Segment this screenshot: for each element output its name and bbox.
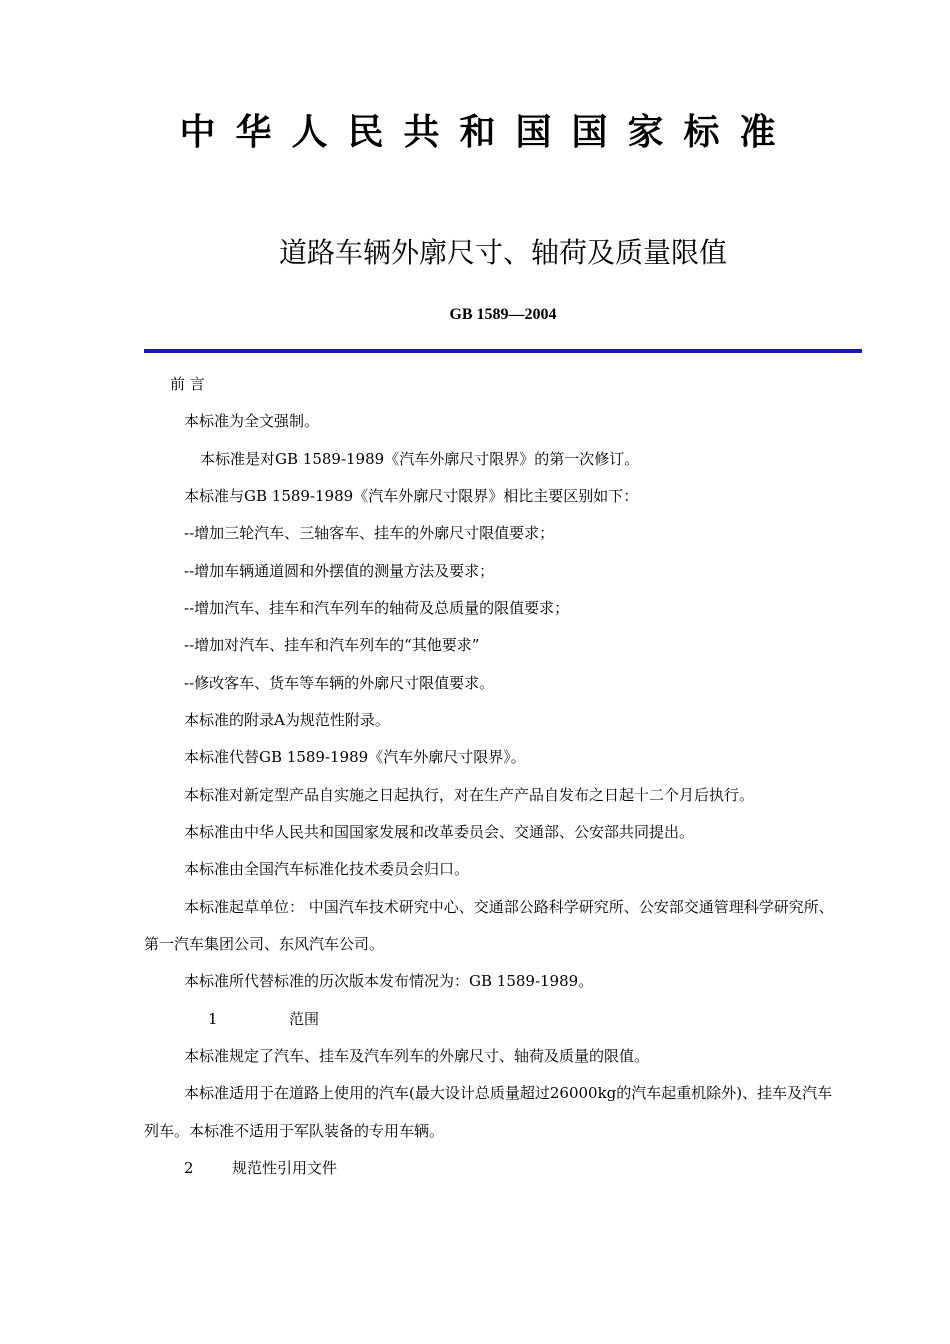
document-title: 道路车辆外廓尺寸、轴荷及质量限值 <box>278 236 727 269</box>
section-title: 规范性引用文件 <box>232 1159 338 1177</box>
body-paragraph: 本标准对新定型产品自实施之日起执行，对在生产产品自发布之日起十二个月后执行。 <box>184 786 755 804</box>
list-item: --增加对汽车、挂车和汽车列车的“其他要求” <box>184 636 480 654</box>
list-item: --修改客车、货车等车辆的外廓尺寸限值要求。 <box>184 674 495 692</box>
section-title: 范围 <box>289 1010 320 1028</box>
body-paragraph-continuation: 列车。本标准不适用于军队装备的专用车辆。 <box>144 1122 445 1140</box>
list-item: --增加车辆通道圆和外摆值的测量方法及要求； <box>184 562 495 580</box>
body-paragraph: 本标准由中华人民共和国国家发展和改革委员会、交通部、公安部共同提出。 <box>184 823 695 841</box>
body-paragraph: 本标准适用于在道路上使用的汽车(最大设计总质量超过26000kg的汽车起重机除外)、挂车及汽车 <box>184 1084 833 1102</box>
list-item: --增加汽车、挂车和汽车列车的轴荷及总质量的限值要求； <box>184 599 570 617</box>
standard-code: GB 1589—2004 <box>449 306 557 323</box>
body-paragraph: 本标准所代替标准的历次版本发布情况为：GB 1589-1989。 <box>184 972 594 990</box>
section-number: 1 <box>208 1010 218 1028</box>
list-item: --增加三轮汽车、三轴客车、挂车的外廓尺寸限值要求； <box>184 524 555 542</box>
body-paragraph: 本标准与GB 1589-1989《汽车外廓尺寸限界》相比主要区别如下： <box>184 487 639 505</box>
body-paragraph: 本标准是对GB 1589-1989《汽车外廓尺寸限界》的第一次修订。 <box>200 450 640 468</box>
body-paragraph: 本标准的附录A为规范性附录。 <box>184 711 390 729</box>
body-paragraph: 本标准为全文强制。 <box>184 412 320 430</box>
section-number: 2 <box>184 1159 194 1177</box>
standard-type-heading: 中华人民共和国国家标准 <box>179 111 796 153</box>
body-paragraph: 本标准由全国汽车标准化技术委员会归口。 <box>184 860 470 878</box>
body-paragraph: 本标准起草单位： 中国汽车技术研究中心、交通部公路科学研究所、公安部交通管理科学研究所、 <box>184 898 834 916</box>
header-divider <box>144 349 862 353</box>
body-paragraph: 本标准规定了汽车、挂车及汽车列车的外廓尺寸、轴荷及质量的限值。 <box>184 1047 650 1065</box>
foreword-heading: 前 言 <box>170 375 205 393</box>
body-paragraph: 本标准代替GB 1589-1989《汽车外廓尺寸限界》。 <box>184 748 526 766</box>
body-paragraph-continuation: 第一汽车集团公司、东风汽车公司。 <box>144 935 385 953</box>
